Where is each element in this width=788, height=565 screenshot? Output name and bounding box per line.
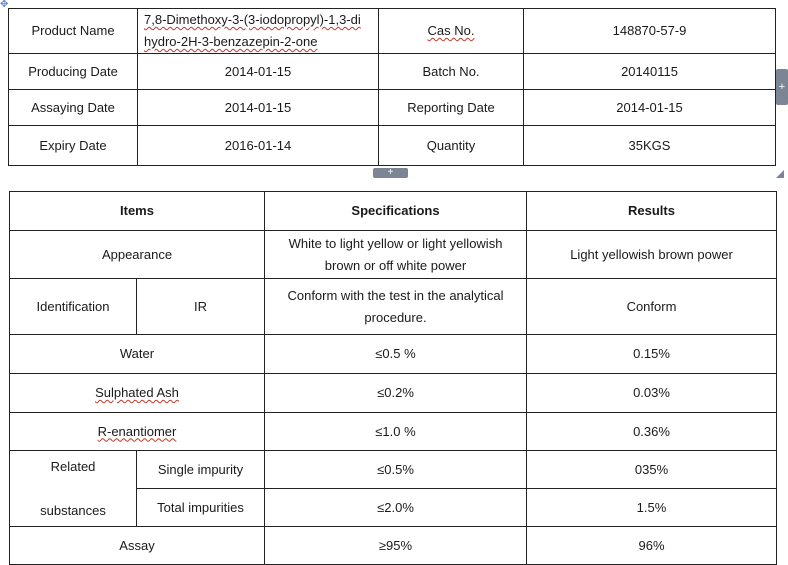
- producing-date-value: 2014-01-15: [138, 54, 379, 90]
- single-impurity-label: Single impurity: [137, 451, 265, 489]
- resize-corner-icon[interactable]: [776, 170, 784, 178]
- assay-result: 96%: [527, 527, 777, 565]
- quantity-value: 35KGS: [524, 126, 776, 166]
- r-enantiomer-result: 0.36%: [527, 413, 777, 451]
- single-impurity-result: 035%: [527, 451, 777, 489]
- batch-label: Batch No.: [379, 54, 524, 90]
- appearance-spec-line1: White to light yellow or light yellowish: [288, 235, 503, 251]
- product-name-line1: 7,8-Dimethoxy-3-(3-iodopropyl)-1,3-di: [144, 12, 361, 27]
- header-info-table: [8, 8, 776, 166]
- single-impurity-spec: ≤0.5%: [265, 451, 527, 489]
- cas-label-text: Cas No.: [427, 23, 475, 38]
- appearance-spec: [265, 231, 527, 279]
- table-header-row: [10, 192, 777, 231]
- water-result: 0.15%: [527, 335, 777, 374]
- appearance-label: Appearance: [10, 231, 265, 279]
- related-substances-label: [10, 451, 137, 527]
- table-row: [10, 527, 777, 565]
- insert-row-icon[interactable]: +: [373, 168, 408, 178]
- water-label: Water: [10, 335, 265, 374]
- r-enantiomer-spec: ≤1.0 %: [265, 413, 527, 451]
- total-impurities-label: Total impurities: [137, 489, 265, 527]
- insert-column-icon[interactable]: +: [776, 69, 788, 105]
- expiry-date-value: 2016-01-14: [138, 126, 379, 166]
- table-row: [9, 90, 776, 126]
- ir-spec-line1: Conform with the test in the analytical: [287, 287, 504, 303]
- reporting-date-label: Reporting Date: [379, 90, 524, 126]
- r-enantiomer-label: [10, 413, 265, 451]
- product-name-value: [138, 9, 379, 54]
- appearance-spec-line2: brown or off white power: [324, 257, 467, 273]
- product-name-label: Product Name: [9, 9, 138, 54]
- table-row: [9, 9, 776, 54]
- assay-label: Assay: [10, 527, 265, 565]
- results-table: [9, 191, 777, 565]
- reporting-date-value: 2014-01-15: [524, 90, 776, 126]
- product-name-line2: hydro-2H-3-benzazepin-2-one: [144, 34, 318, 49]
- table-row: [9, 54, 776, 90]
- total-impurities-result: 1.5%: [527, 489, 777, 527]
- ir-spec: [265, 279, 527, 335]
- cas-value: 148870-57-9: [524, 9, 776, 54]
- assay-spec: ≥95%: [265, 527, 527, 565]
- water-spec: ≤0.5 %: [265, 335, 527, 374]
- table-row: [9, 126, 776, 166]
- table-row: [10, 451, 777, 489]
- r-enantiomer-text: R-enantiomer: [97, 423, 177, 439]
- identification-label: Identification: [10, 279, 137, 335]
- assaying-date-value: 2014-01-15: [138, 90, 379, 126]
- ir-spec-line2: procedure.: [364, 309, 427, 325]
- sulphated-ash-label: [10, 374, 265, 413]
- sulphated-ash-spec: ≤0.2%: [265, 374, 527, 413]
- expiry-date-label: Expiry Date: [9, 126, 138, 166]
- table-row: [10, 374, 777, 413]
- related-label-line1: Related: [50, 458, 96, 474]
- sulphated-ash-text: Sulphated Ash: [95, 385, 179, 400]
- table-row: [10, 231, 777, 279]
- related-label-line2: substances: [40, 502, 106, 518]
- table-move-icon[interactable]: ✥: [0, 0, 9, 10]
- col-header-results: Results: [527, 192, 777, 231]
- sulphated-ash-result: 0.03%: [527, 374, 777, 413]
- ir-result: Conform: [527, 279, 777, 335]
- table-row: [10, 335, 777, 374]
- col-header-items: Items: [10, 192, 265, 231]
- cas-label: [379, 9, 524, 54]
- table-row: [10, 279, 777, 335]
- producing-date-label: Producing Date: [9, 54, 138, 90]
- ir-label: IR: [137, 279, 265, 335]
- table-row: [10, 413, 777, 451]
- appearance-result: Light yellowish brown power: [527, 231, 777, 279]
- assaying-date-label: Assaying Date: [9, 90, 138, 126]
- quantity-label: Quantity: [379, 126, 524, 166]
- batch-value: 20140115: [524, 54, 776, 90]
- col-header-specifications: Specifications: [265, 192, 527, 231]
- total-impurities-spec: ≤2.0%: [265, 489, 527, 527]
